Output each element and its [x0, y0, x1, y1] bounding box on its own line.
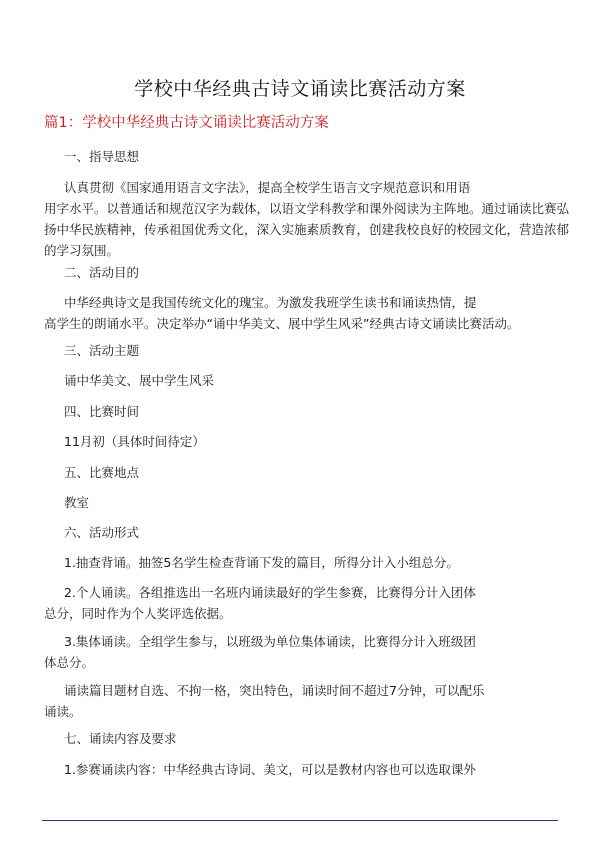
paragraph-line: 诵读。: [44, 704, 82, 719]
paragraph-line: 总分，同时作为个人奖评选依据。: [44, 606, 232, 621]
paragraph-line: 1.抽查背诵。抽签5名学生检查背诵下发的篇目，所得分计入小组总分。: [64, 555, 459, 570]
page-title: 学校中华经典古诗文诵读比赛活动方案: [134, 78, 466, 100]
paragraph-line: 的学习氛围。: [44, 243, 120, 258]
paragraph-line: 中华经典诗文是我国传统文化的瑰宝。为激发我班学生读书和诵读热情，提: [64, 295, 477, 310]
section-body-theme: 诵中华美文、展中学生风采: [64, 373, 215, 388]
paragraph-line: 扬中华民族精神，传承祖国优秀文化，深入实施素质教育，创建我校良好的校园文化，营造浓郁: [44, 222, 570, 237]
section-heading-time: 四、比赛时间: [64, 404, 140, 419]
footer-divider: [42, 820, 558, 821]
form-note: [44, 680, 484, 722]
paragraph-line: 3.集体诵读。全组学生参与，以班级为单位集体诵读，比赛得分计入班级团: [64, 634, 476, 649]
paragraph-line: 2.个人诵读。各组推选出一名班内诵读最好的学生参赛，比赛得分计入团体: [64, 585, 476, 600]
form-item-2: [44, 582, 476, 624]
part-title: 篇1：学校中华经典古诗文诵读比赛活动方案: [44, 115, 329, 131]
section-body-place: 教室: [64, 495, 90, 510]
section-heading-place: 五、比赛地点: [64, 465, 140, 480]
paragraph-line: 认真贯彻《国家通用语言文字法》，提高全校学生语言文字规范意识和用语: [64, 180, 471, 195]
section-body-content: [64, 759, 476, 780]
section-heading-purpose: 二、活动目的: [64, 265, 140, 280]
paragraph-line: 体总分。: [44, 655, 95, 670]
section-body-time: 11月初（具体时间待定）: [64, 434, 205, 449]
paragraph-line: 用字水平。以普通话和规范汉字为载体，以语文学科教学和课外阅读为主阵地。通过诵读比赛弘: [44, 201, 570, 216]
section-heading-content: 七、诵读内容及要求: [64, 731, 177, 746]
form-item-3: [44, 631, 476, 673]
section-heading-guiding: 一、指导思想: [64, 149, 140, 164]
form-item-1: [64, 552, 459, 573]
paragraph-line: 诵读篇目题材自选、不拘一格，突出特色，诵读时间不超过7分钟，可以配乐: [64, 683, 485, 698]
paragraph-line: 1.参赛诵读内容：中华经典古诗词、美文，可以是教材内容也可以选取课外: [64, 762, 476, 777]
section-body-guiding: [44, 177, 569, 261]
section-body-purpose: [44, 292, 519, 334]
section-heading-form: 六、活动形式: [64, 525, 140, 540]
paragraph-line: 高学生的朗诵水平。决定举办“诵中华美文、展中学生风采”经典古诗文诵读比赛活动。: [44, 316, 520, 331]
section-heading-theme: 三、活动主题: [64, 343, 140, 358]
